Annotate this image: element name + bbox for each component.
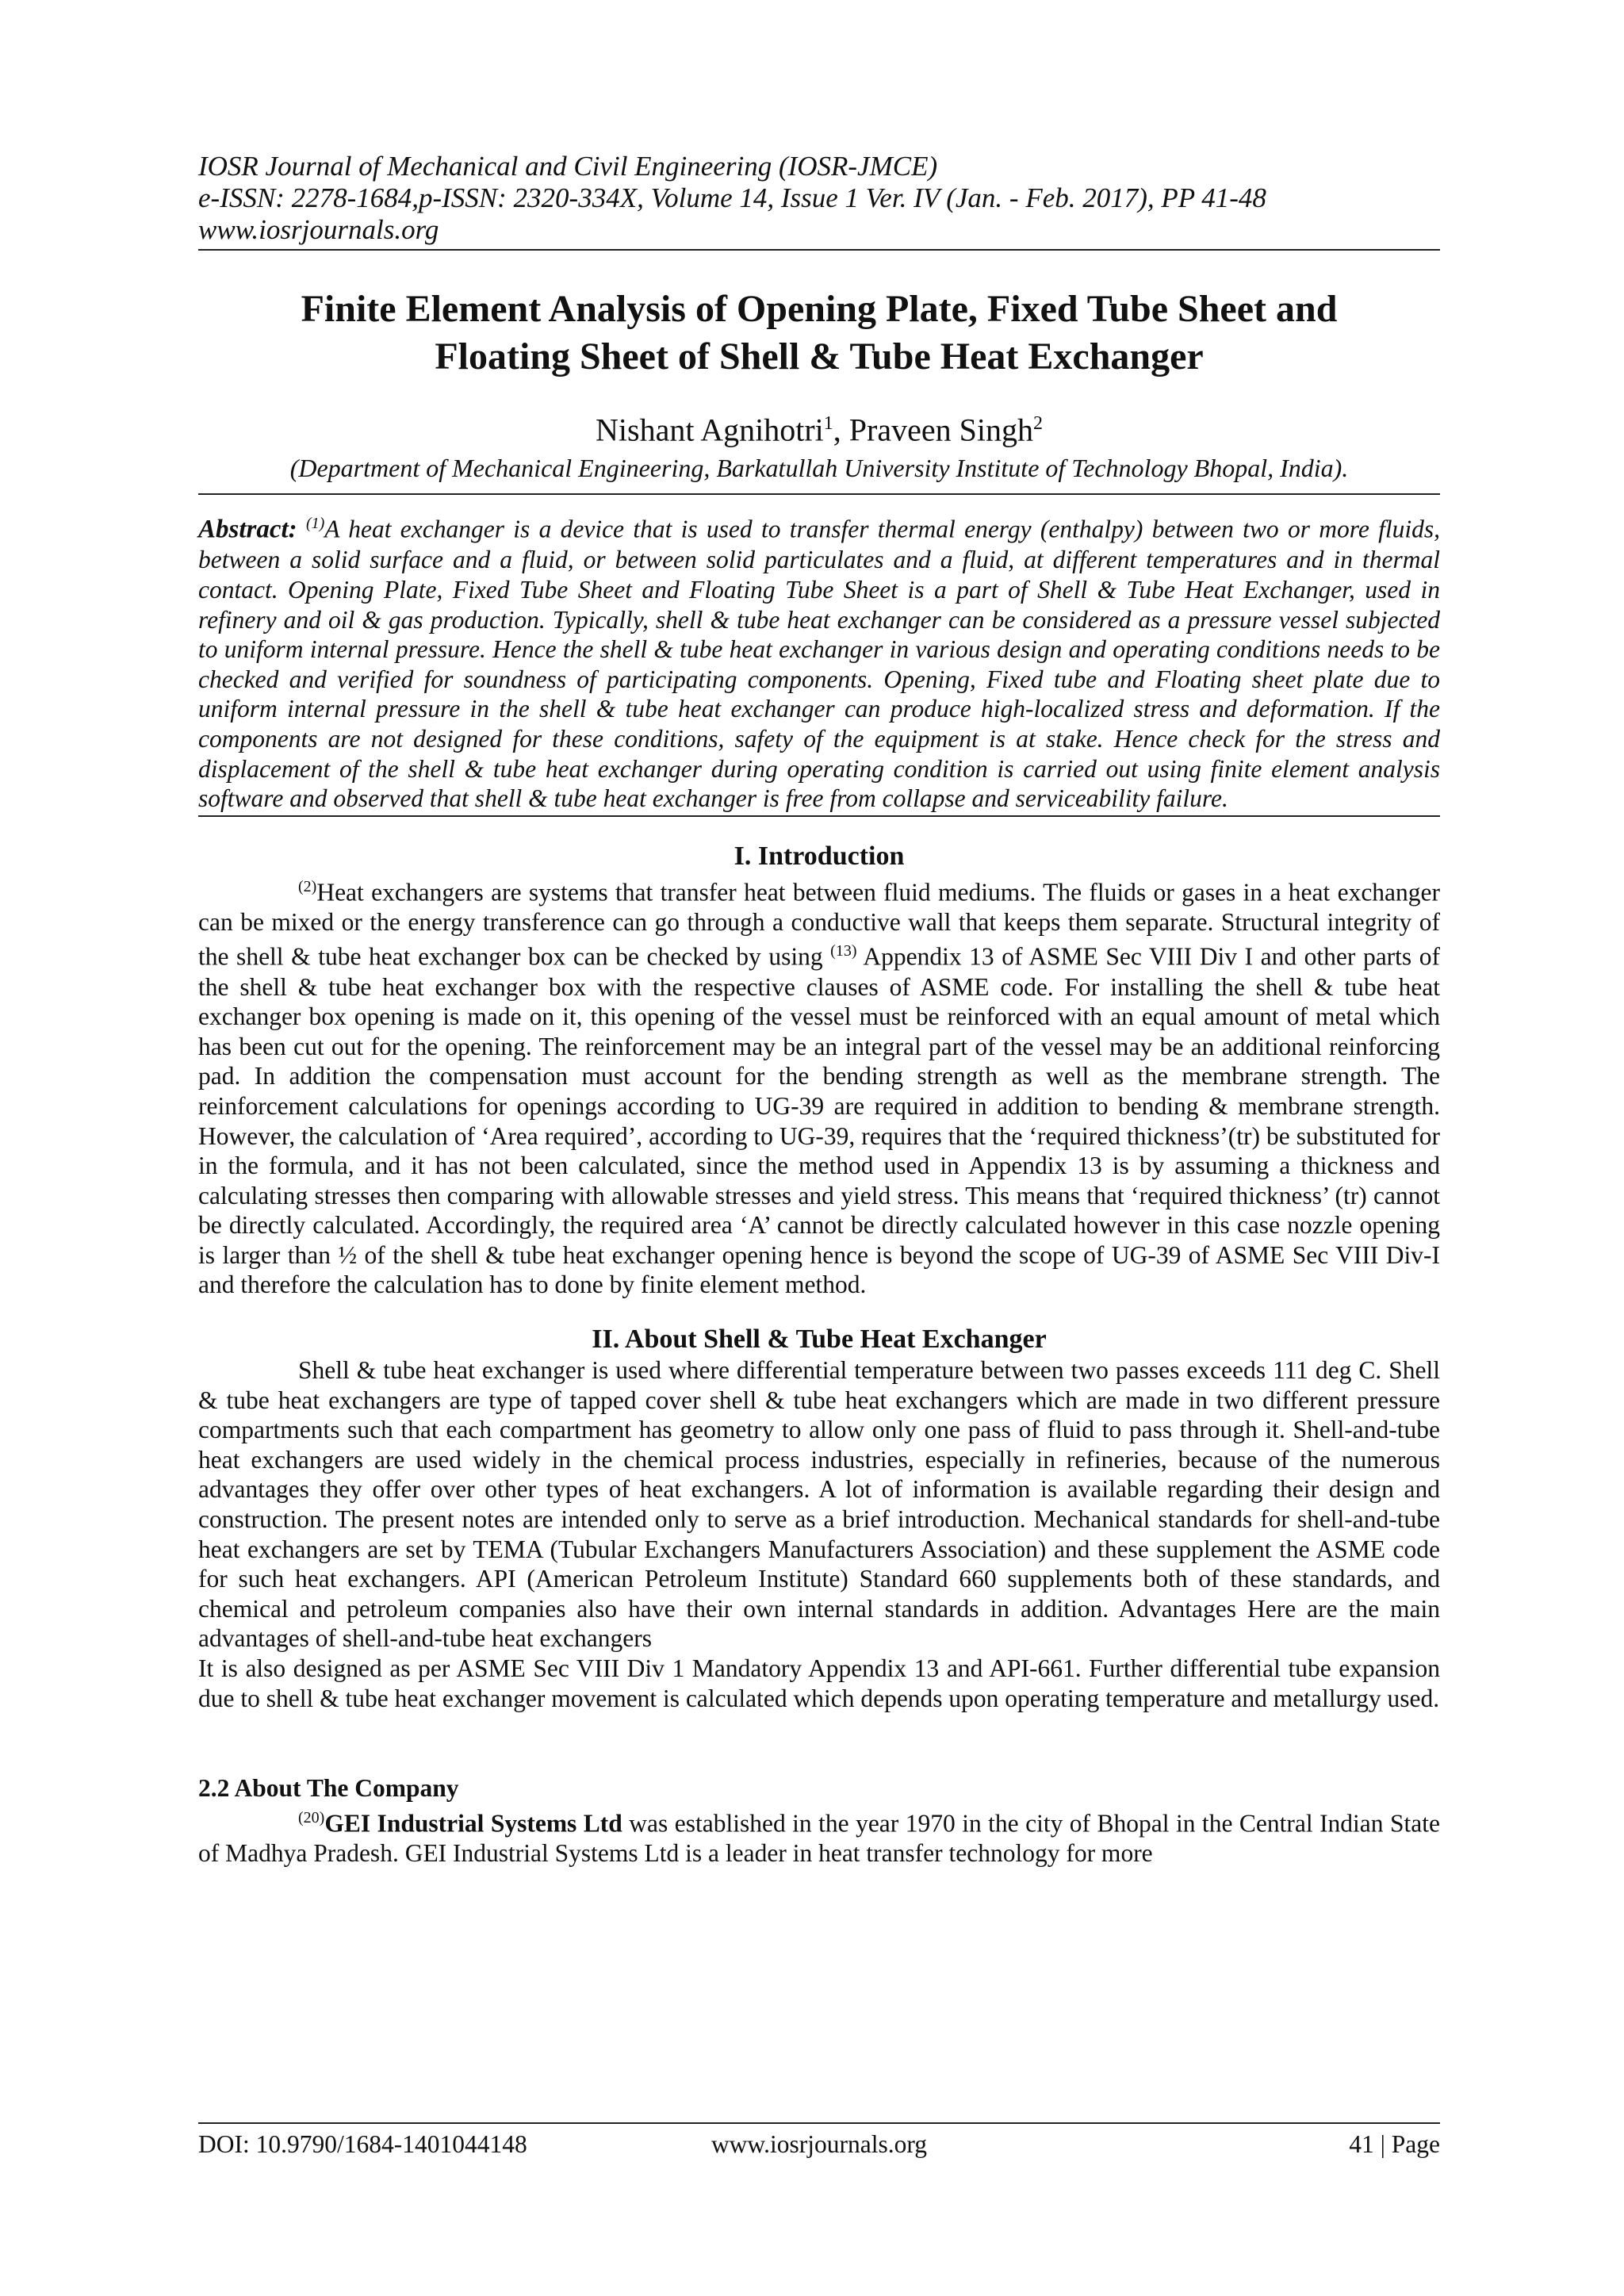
footer-page-number: 41 | Page (1349, 2130, 1440, 2158)
journal-website[interactable]: www.iosrjournals.org (198, 214, 439, 245)
heat-exchanger-paragraph-1: Shell & tube heat exchanger is used where differential temperature between two passes exceeds 111 deg C. Shell & tube heat exchangers are type of tapped cover shell & tube heat exchangers which are made in two different pressure compartments such that each compartment has geometry to allow only one pass of fluid to pass through it. Shell-and-tube heat exchangers are used widely in the chemical process industries, especially in refineries, because of the numerous advantages they offer over other types of heat exchangers. A lot of information is available regarding their design and construction. The present notes are intended only to serve as a brief introduction. Mechanical standards for shell-and-tube heat exchangers are set by TEMA (Tubular Exchangers Manufacturers Association) and these supplement the ASME code for such heat exchangers. API (American Petroleum Institute) Standard 660 supplements both of these standards, and chemical and petroleum companies also have their own internal standards in addition. Advantages Here are the main advantages of shell-and-tube heat exchangers (198, 1356, 1440, 1653)
abstract-label: Abstract: (198, 515, 297, 544)
company-ref: (20) (298, 1809, 325, 1827)
section-heading-introduction: I. Introduction (733, 841, 905, 871)
page-footer (198, 2122, 1440, 2160)
section-spacer (198, 1713, 1440, 1773)
section-heading-about-heat-exchanger: II. About Shell & Tube Heat Exchanger (592, 1324, 1047, 1355)
intro-ref-13: (13) (830, 942, 857, 960)
subsection-heading-company: 2.2 About The Company (198, 1774, 459, 1803)
abstract (198, 509, 1440, 813)
footer-website[interactable]: www.iosrjournals.org (710, 2130, 928, 2158)
author-1-affil-mark: 1 (823, 413, 833, 434)
footer-rule (198, 2122, 1440, 2124)
title-line-2: Floating Sheet of Shell & Tube Heat Exchanger (435, 335, 1204, 378)
author-separator: , (833, 412, 849, 448)
journal-issn: e-ISSN: 2278-1684,p-ISSN: 2320-334X, Volume 14, Issue 1 Ver. IV (Jan. - Feb. 2017), PP 41-48 (198, 182, 1266, 213)
paper-title (198, 286, 1440, 381)
abstract-ref: (1) (305, 515, 325, 533)
footer-doi: DOI: 10.9790/1684-1401044148 (198, 2130, 527, 2158)
affiliation: (Department of Mechanical Engineering, Barkatullah University Institute of Technology Bhopal, India). (289, 454, 1349, 483)
author-2-affil-mark: 2 (1032, 413, 1043, 434)
intro-text-2: Appendix 13 of ASME Sec VIII Div I and other parts of the shell & tube heat exchanger box with the respective clauses of ASME code. For installing the shell & tube heat exchanger box opening is made on it, this opening of the vessel must be reinforced with an equal amount of metal which has been cut out for the opening. The reinforcement may be an integral part of the vessel may be an additional reinforcing pad. In addition the compensation must account for the bending strength as well as the membrane strength. The reinforcement calculations for openings according to UG-39 are required in addition to bending & membrane strength. However, the calculation of ‘Area required’, according to UG-39, requires that the ‘required thickness’(tr) be substituted for in the formula, and it has not been calculated, since the method used in Appendix 13 is by assuming a thickness and calculating stresses then comparing with allowable stresses and yield stress. This means that ‘required thickness’ (tr) cannot be directly calculated. Accordingly, the required area ‘A’ cannot be directly calculated however in this case nozzle opening is larger than ½ of the shell & tube heat exchanger opening hence is beyond the scope of UG-39 of ASME Sec VIII Div-I and therefore the calculation has to done by finite element method. (198, 942, 1441, 1299)
company-name: GEI Industrial Systems Ltd (324, 1809, 622, 1838)
abstract-text: A heat exchanger is a device that is used to transfer thermal energy (enthalpy) between two or more fluids, between a solid surface and a fluid, or between solid particulates and a fluid, at different temperatures and in thermal contact. Opening Plate, Fixed Tube Sheet and Floating Tube Sheet is a part of Shell & Tube Heat Exchanger, used in refinery and oil & gas production. Typically, shell & tube heat exchanger can be considered as a pressure vessel subjected to uniform internal pressure. Hence the shell & tube heat exchanger in various design and operating conditions needs to be checked and verified for soundness of participating components. Opening, Fixed tube and Floating sheet plate due to uniform internal pressure in the shell & tube heat exchanger can produce high-localized stress and deformation. If the components are not designed for these conditions, safety of the equipment is at stake. Hence check for the stress and displacement of the shell & tube heat exchanger during operating condition is carried out using finite element analysis software and observed that shell & tube heat exchanger is free from collapse and serviceability failure. (198, 515, 1440, 813)
paper-page (198, 151, 1440, 1869)
abstract-top-rule (198, 493, 1440, 495)
header-rule (198, 249, 1440, 251)
intro-ref-2: (2) (298, 877, 317, 895)
author-2: Praveen Singh (848, 412, 1033, 448)
title-line-1: Finite Element Analysis of Opening Plate, Fixed Tube Sheet and (301, 288, 1338, 330)
intro-text-1: Heat exchangers are systems that transfer heat between fluid mediums. The fluids or gases in a heat exchanger can be mixed or the energy transference can go through a conductive wall that keeps them separate. Structural integrity of the shell & tube heat exchanger box can be checked by using (198, 878, 1440, 971)
abstract-bottom-rule (198, 815, 1440, 817)
company-text: was established in the year 1970 in the city of Bhopal in the Central Indian State of Madhya Pradesh. GEI Industrial Systems Ltd is a leader in heat transfer technology for more (198, 1809, 1440, 1868)
introduction-paragraph (198, 872, 1440, 1300)
journal-name: IOSR Journal of Mechanical and Civil Engineering (IOSR-JMCE) (198, 151, 938, 182)
author-1: Nishant Agnihotri (596, 412, 824, 448)
company-paragraph (198, 1803, 1440, 1869)
footer-row (198, 2129, 1440, 2160)
heat-exchanger-paragraph-2: It is also designed as per ASME Sec VIII Div 1 Mandatory Appendix 13 and API-661. Further differential tube expansion due to shell & tube heat exchanger movement is calculated which depends upon operating temperature and metallurgy used. (198, 1654, 1440, 1712)
author-list (198, 404, 1440, 449)
